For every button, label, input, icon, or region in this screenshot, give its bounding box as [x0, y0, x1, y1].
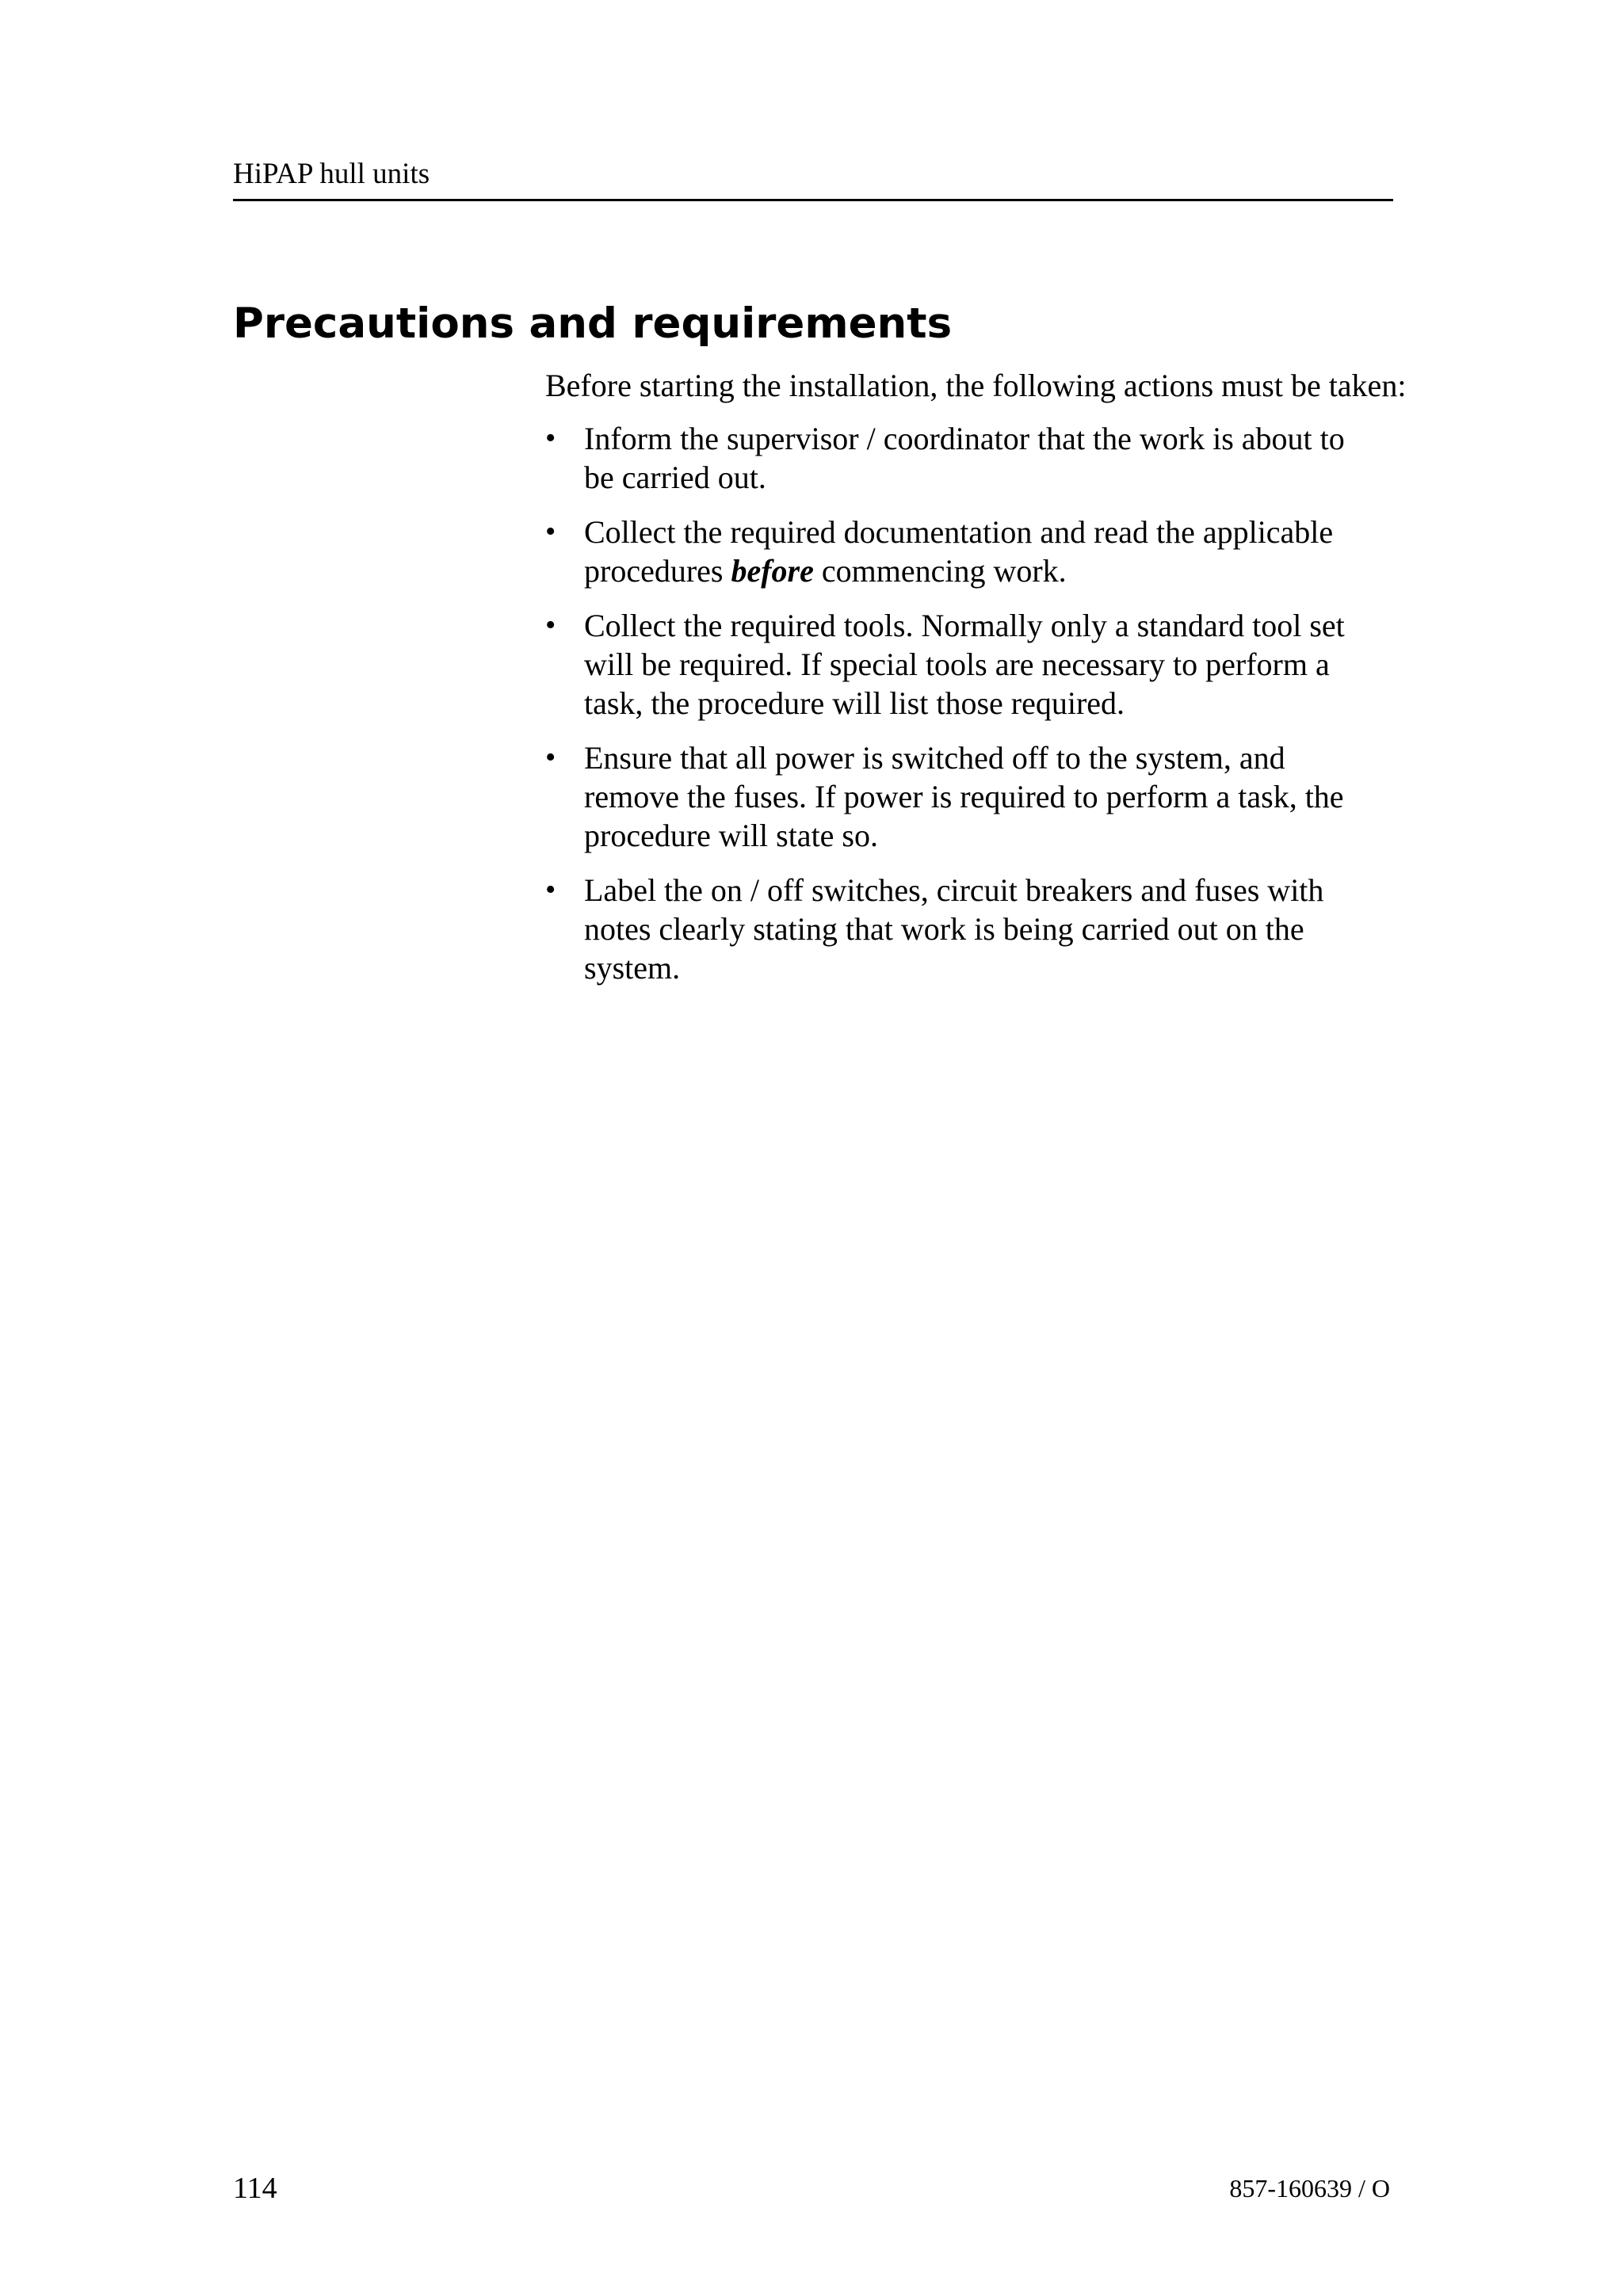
document-id: 857-160639 / O — [1229, 2174, 1390, 2203]
intro-paragraph: Before starting the installation, the following actions must be taken: — [545, 368, 1407, 403]
list-item-line: will be required. If special tools are necessary to perform a — [584, 646, 1330, 682]
running-header-title: HiPAP hull units — [233, 158, 430, 190]
list-item-line — [584, 551, 1416, 590]
list-item-text: procedures — [584, 553, 731, 589]
list-item — [545, 419, 1416, 497]
list-item-line: system. — [584, 950, 681, 986]
list-item — [545, 606, 1416, 723]
section-body — [545, 366, 1457, 1003]
header-rule — [233, 199, 1393, 201]
list-item — [545, 738, 1416, 855]
list-item-line: Inform the supervisor / coordinator that the work is about to — [584, 421, 1345, 456]
bullet-icon: • — [545, 421, 556, 455]
list-item-line: be carried out. — [584, 460, 766, 495]
list-item-line: remove the fuses. If power is required to perform a task, the — [584, 779, 1344, 814]
bullet-icon: • — [545, 608, 556, 642]
emphasis-text: before — [731, 553, 814, 589]
list-item-line: Ensure that all power is switched off to the system, and — [584, 740, 1285, 776]
section-heading: Precautions and requirements — [233, 299, 953, 348]
list-item-line: Label the on / off switches, circuit breakers and fuses with — [584, 872, 1324, 908]
list-item-line: Collect the required documentation and read the applicable — [584, 514, 1334, 550]
list-item-line: procedure will state so. — [584, 818, 878, 853]
bullet-icon: • — [545, 515, 556, 548]
page-number: 114 — [233, 2172, 277, 2205]
list-item-text: commencing work. — [813, 553, 1067, 589]
precautions-list — [545, 419, 1457, 987]
list-item-line: notes clearly stating that work is being carried out on the — [584, 911, 1304, 947]
list-item — [545, 513, 1416, 590]
bullet-icon: • — [545, 873, 556, 906]
list-item — [545, 871, 1416, 987]
list-item-line: task, the procedure will list those required. — [584, 685, 1125, 721]
bullet-icon: • — [545, 741, 556, 774]
list-item-line: Collect the required tools. Normally only a standard tool set — [584, 608, 1345, 643]
